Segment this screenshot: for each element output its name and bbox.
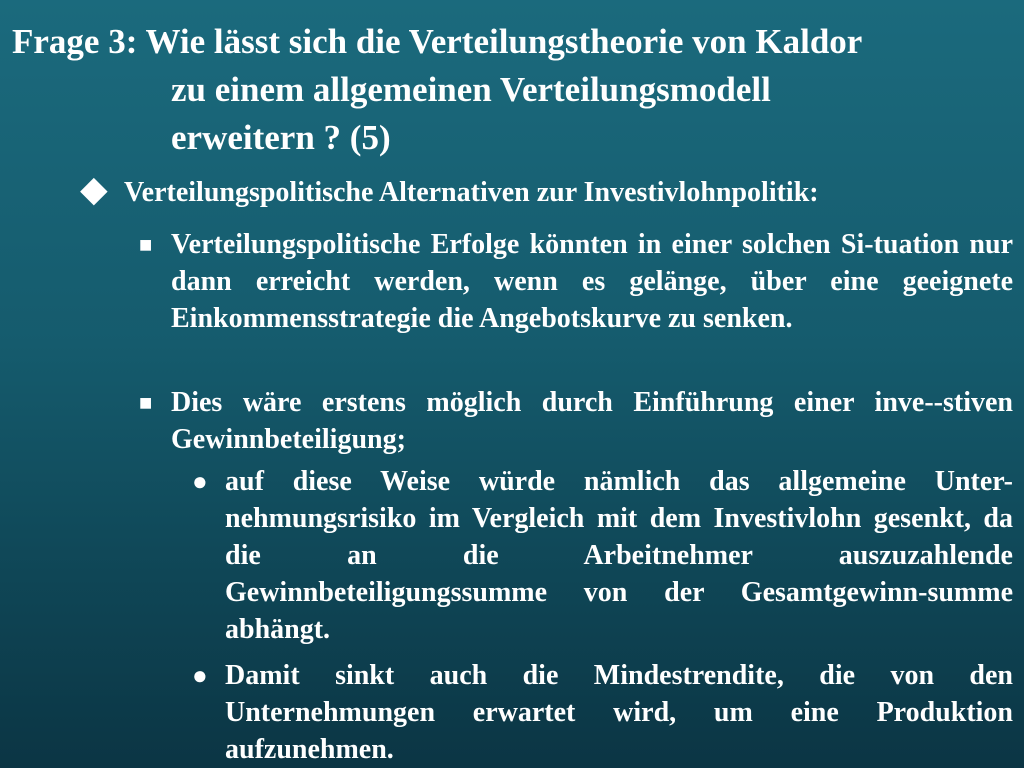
- diamond-bullet-icon: ◆: [80, 169, 108, 209]
- bullet-level2-item: [139, 384, 1013, 458]
- square-bullet-icon: ■: [139, 390, 153, 415]
- bullet-level1-text: Verteilungspolitische Alternativen zur Investivlohnpolitik:: [124, 177, 819, 208]
- square-bullet-icon: ■: [139, 232, 153, 257]
- title-line-2: zu einem allgemeinen Verteilungsmodell: [171, 70, 771, 109]
- bullet-level3-text: Damit sinkt auch die Mindestrendite, die von den Unternehmungen erwartet wird, um eine Produktion aufzunehmen.: [225, 660, 1013, 765]
- circle-bullet-icon: ●: [192, 467, 208, 496]
- title-line-1: Frage 3: Wie lässt sich die Verteilungstheorie von Kaldor: [12, 22, 863, 61]
- bullet-level2-text: Verteilungspolitische Erfolge könnten in einer solchen Si-tuation nur dann erreicht werden, wenn es gelänge, über eine geeignete Einkommensstrategie die Angebotskurve zu senken.: [171, 229, 1013, 334]
- bullet-level3-item: [192, 657, 1013, 768]
- bullet-level2-text: Dies wäre erstens möglich durch Einführung einer inve--stiven Gewinnbeteiligung;: [171, 387, 1013, 455]
- slide-title: [12, 18, 1012, 162]
- title-line-3: erweitern ? (5): [171, 118, 391, 157]
- circle-bullet-icon: ●: [192, 661, 208, 690]
- bullet-level1-item: [80, 169, 1010, 210]
- bullet-level3-item: [192, 463, 1013, 648]
- bullet-level3-text: auf diese Weise würde nämlich das allgemeine Unter-nehmungsrisiko im Vergleich mit dem Investivlohn gesenkt, da die an die Arbeitnehmer auszuzahlende Gewinnbeteiligungssumme von der Gesamtgewinn-summe abhängt.: [225, 466, 1013, 645]
- bullet-level2-item: [139, 226, 1013, 337]
